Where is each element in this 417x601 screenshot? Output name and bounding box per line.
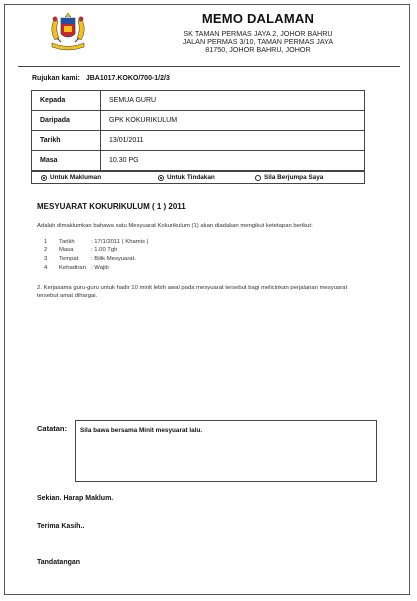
header-divider: [18, 66, 400, 67]
table-row: [32, 91, 365, 111]
masa-label: Masa: [32, 151, 101, 171]
radio-checked-icon[interactable]: [41, 175, 47, 181]
memo-title: MEMO DALAMAN: [201, 11, 315, 26]
item-label: Kehadiran: [59, 265, 86, 271]
table-row: [32, 151, 365, 171]
item-number: 3: [44, 256, 48, 262]
tarikh-label: Tarikh: [32, 131, 101, 151]
item-value: : 1.00 Tgh: [91, 247, 118, 253]
item-value: : Wajib: [91, 265, 109, 271]
reference-line: [32, 75, 170, 82]
option-label: Sila Berjumpa Saya: [264, 174, 324, 181]
item-number: 2: [44, 247, 48, 253]
state-crest-icon: [44, 10, 92, 54]
reference-label: Rujukan kami:: [32, 75, 80, 82]
address-street: JALAN PERMAS 3/10, TAMAN PERMAS JAYA: [182, 37, 334, 46]
catatan-label: Catatan:: [37, 424, 68, 433]
item-number: 1: [44, 239, 48, 245]
list-item: [44, 239, 149, 245]
address-city: 81750, JOHOR BAHRU, JOHOR: [205, 45, 311, 54]
kepada-value: SEMUA GURU: [101, 91, 365, 111]
catatan-text: Sila bawa bersama Minit mesyuarat lalu.: [80, 427, 203, 434]
option-sila-berjumpa-saya[interactable]: [255, 174, 323, 181]
list-item: [44, 256, 136, 262]
kepada-label: Kepada: [32, 91, 101, 111]
item-value: : 17/1/2011 ( Khamis ): [91, 239, 149, 245]
catatan-box: [75, 420, 377, 482]
radio-checked-icon[interactable]: [158, 175, 164, 181]
school-name: SK TAMAN PERMAS JAYA 2, JOHOR BAHRU: [183, 29, 333, 38]
item-label: Masa: [59, 247, 74, 253]
item-label: Tempat: [59, 256, 79, 262]
tarikh-value: 13/01/2011: [101, 131, 365, 151]
signature-label: Tandatangan: [37, 559, 81, 566]
list-item: [44, 247, 117, 253]
thanks-line: Terima Kasih..: [37, 523, 85, 530]
memo-intro: Adalah dimaklumkan bahawa satu Mesyuarat Kokurikulum (1) akan diadakan mengikut ketetapan berikut:: [37, 223, 313, 229]
list-item: [44, 265, 109, 271]
action-options: [31, 171, 365, 184]
reference-value: JBA1017.KOKO/700-1/2/3: [85, 75, 170, 82]
masa-value: 10.30 PG: [101, 151, 365, 171]
memo-subject: MESYUARAT KOKURIKULUM ( 1 ) 2011: [37, 202, 186, 211]
radio-unchecked-icon[interactable]: [255, 175, 261, 181]
option-untuk-tindakan[interactable]: [158, 174, 215, 181]
daripada-value: GPK KOKURIKULUM: [101, 111, 365, 131]
item-label: Tarikh: [59, 239, 75, 245]
option-label: Untuk Makluman: [50, 174, 102, 181]
item-number: 4: [44, 265, 48, 271]
item-value: : Bilik Mesyuarat.: [91, 256, 136, 262]
closing-line: Sekian. Harap Maklum.: [37, 495, 114, 502]
table-row: [32, 131, 365, 151]
daripada-label: Daripada: [32, 111, 101, 131]
table-row: [32, 111, 365, 131]
option-untuk-makluman[interactable]: [41, 174, 101, 181]
option-label: Untuk Tindakan: [167, 174, 215, 181]
recipient-table: [31, 90, 365, 171]
memo-paragraph-2: 2. Kerjasama guru-guru untuk hadir 10 minit lebih awal pada mesyuarat tersebut bagi melicinkan perjalanan mesyuarat tersebut amat dihargai.: [37, 285, 348, 299]
